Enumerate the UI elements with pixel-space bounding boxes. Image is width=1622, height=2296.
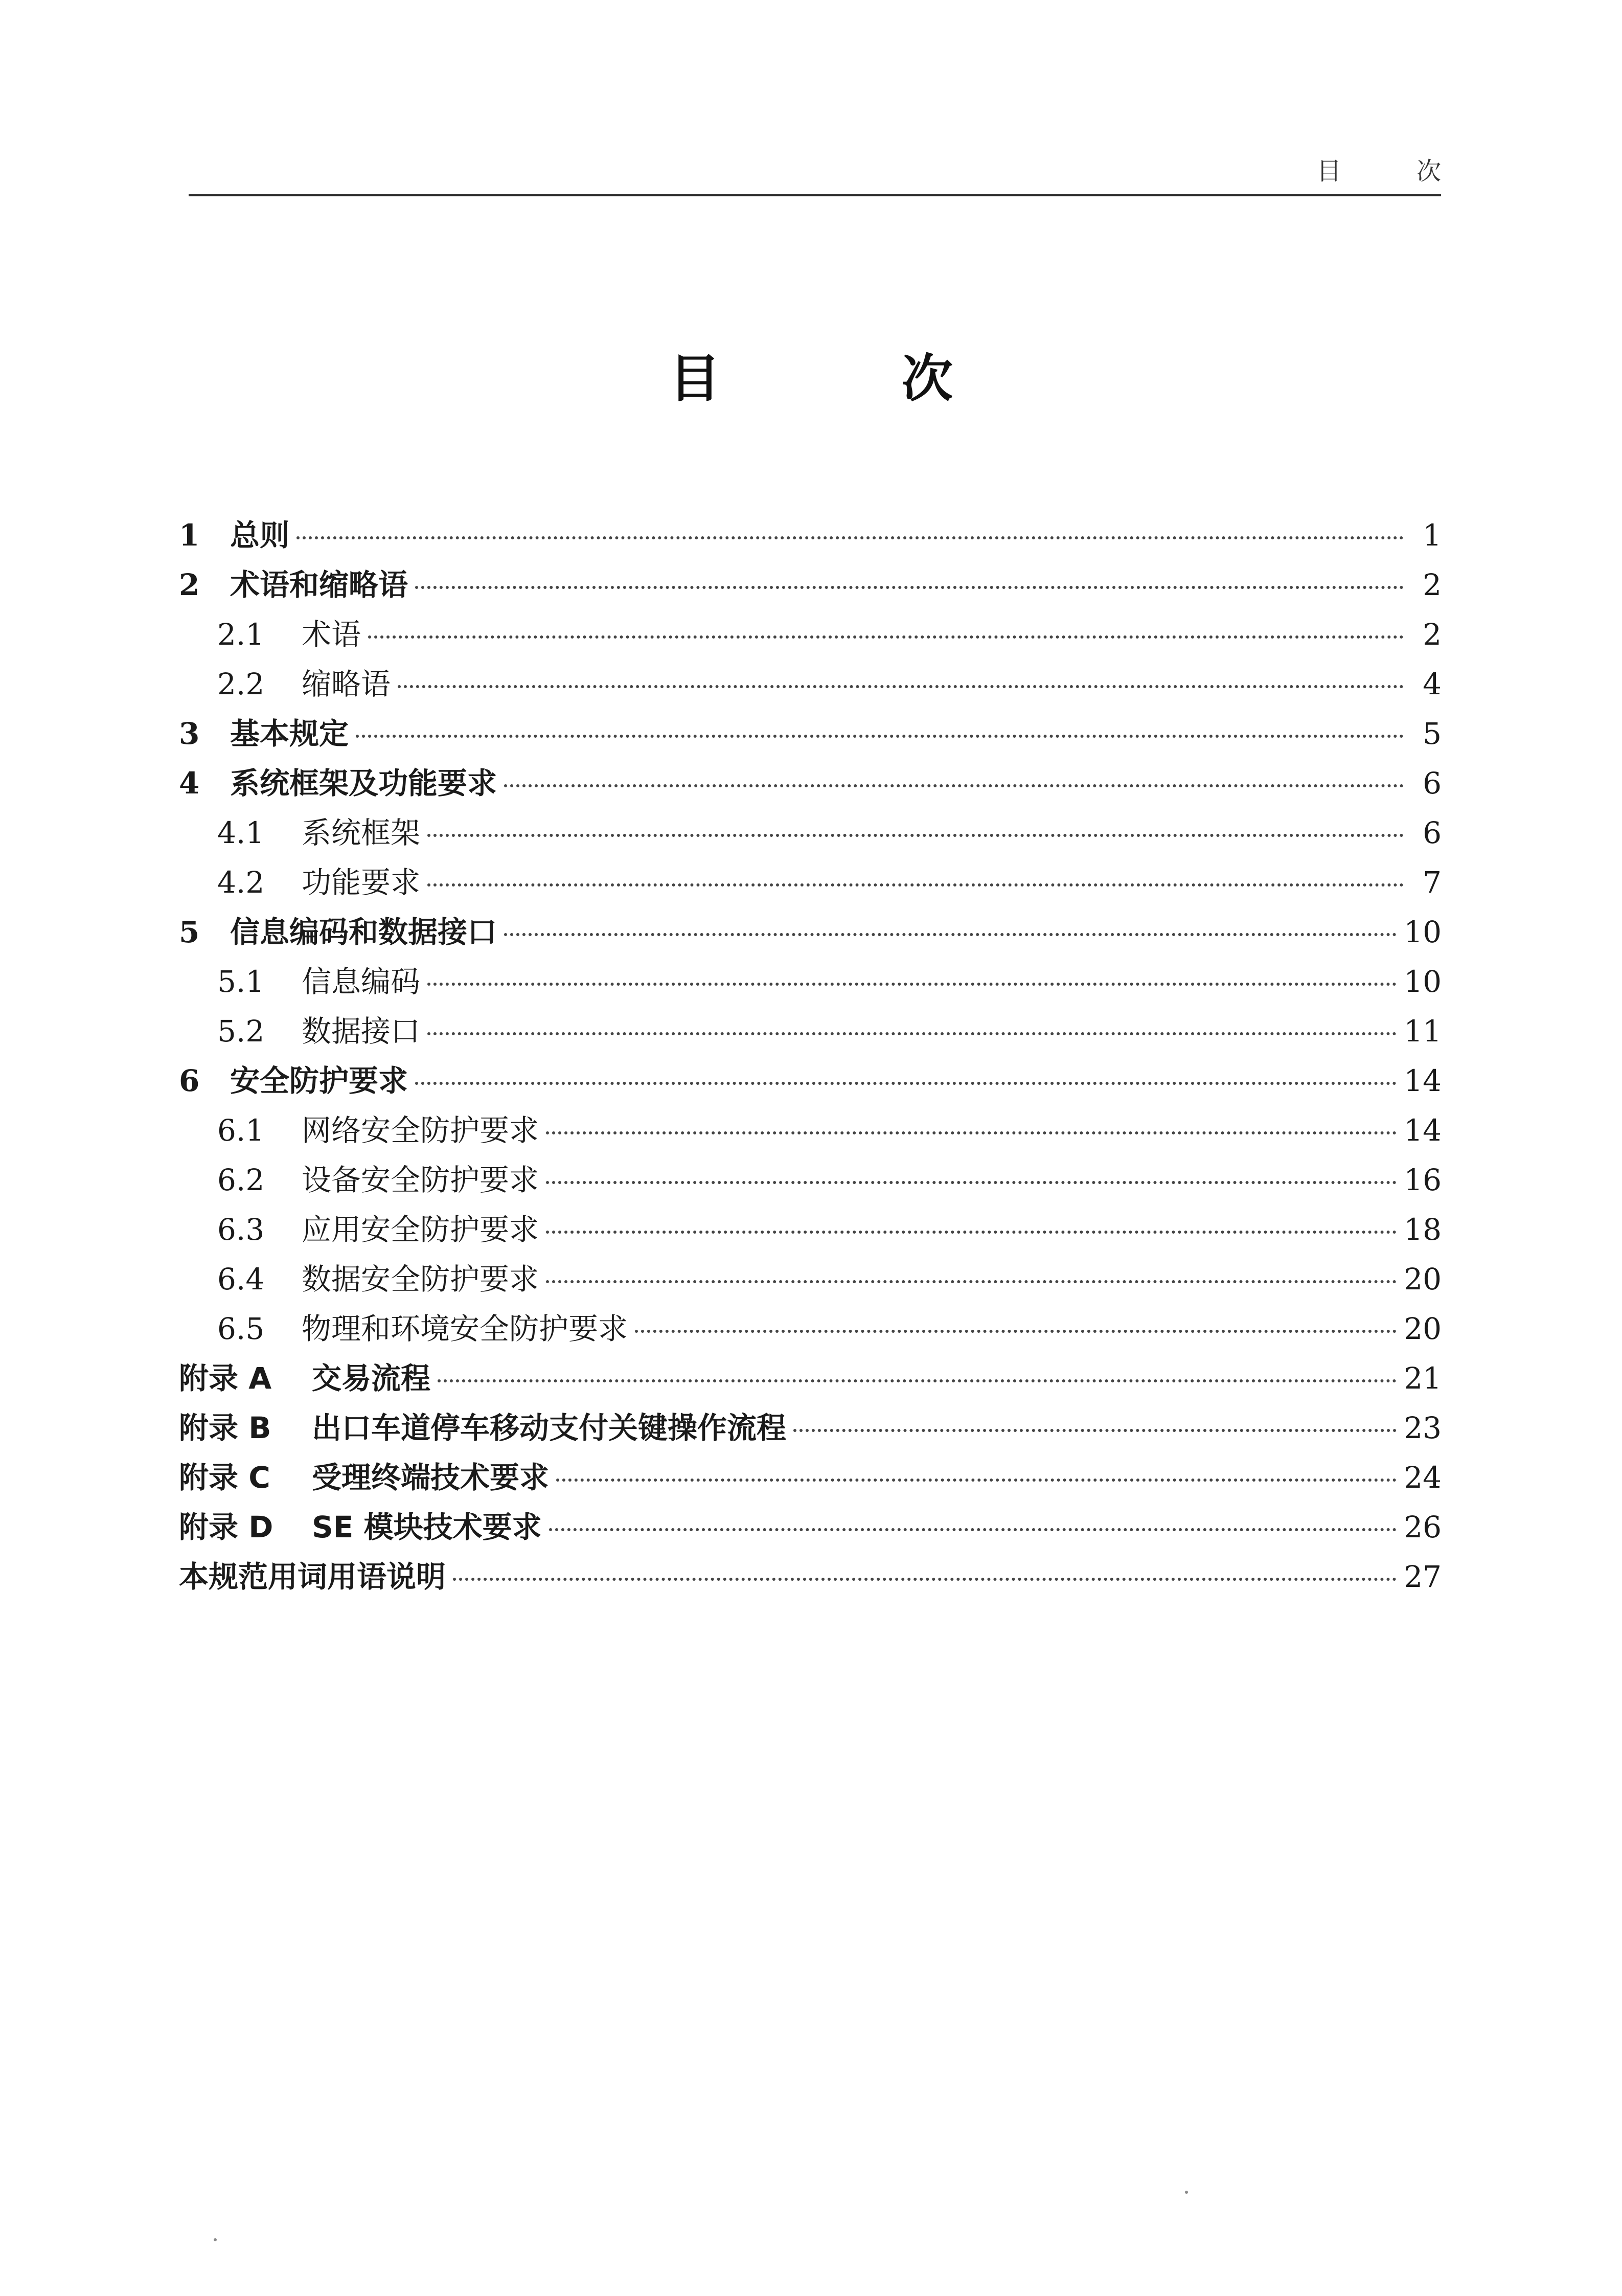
toc-entry-title: 缩略语 (302, 667, 391, 701)
toc-entry-title: 受理终端技术要求 (312, 1460, 550, 1495)
toc-entry[interactable] (179, 610, 1442, 660)
toc-entry-number: 5 (179, 915, 200, 949)
toc-entry-number: 6.1 (217, 1113, 265, 1148)
toc-entry-title: 安全防护要求 (230, 1063, 408, 1098)
toc-entry-title: 术语 (302, 617, 361, 652)
toc-dot-leader (546, 1181, 1397, 1184)
toc-entry[interactable] (179, 1503, 1442, 1553)
toc-dot-leader (546, 1131, 1397, 1134)
toc-entry-page-number: 26 (1404, 1510, 1442, 1544)
toc-entry-number: 附录 D (179, 1510, 273, 1544)
toc-entry-number: 附录 B (179, 1411, 271, 1445)
toc-entry-number: 4.1 (217, 815, 265, 850)
toc-entry-page-number: 5 (1423, 716, 1442, 751)
toc-entry[interactable] (179, 1206, 1442, 1255)
toc-dot-leader (438, 1379, 1397, 1382)
toc-entry-number: 6.2 (217, 1163, 265, 1197)
toc-entry[interactable] (179, 1106, 1442, 1156)
toc-dot-leader (635, 1330, 1397, 1333)
toc-entry[interactable] (179, 660, 1442, 710)
toc-entry-page-number: 6 (1423, 766, 1442, 801)
toc-dot-leader (356, 735, 1404, 738)
toc-entry-number: 4.2 (217, 865, 265, 900)
toc-entry[interactable] (179, 1404, 1442, 1453)
toc-entry[interactable] (179, 958, 1442, 1007)
toc-dot-leader (415, 586, 1404, 589)
toc-entry-title: 本规范用词用语说明 (179, 1559, 446, 1594)
toc-entry-title: 出口车道停车移动支付关键操作流程 (312, 1411, 787, 1445)
toc-entry-title: 总则 (230, 518, 290, 553)
toc-entry-number: 6 (179, 1063, 200, 1098)
toc-entry-page-number: 20 (1404, 1262, 1442, 1297)
toc-entry-page-number: 2 (1423, 567, 1442, 602)
toc-entry-title: 基本规定 (230, 716, 349, 751)
toc-entry[interactable] (179, 1057, 1442, 1106)
toc-dot-leader (453, 1578, 1397, 1581)
table-of-contents (179, 511, 1442, 1602)
toc-entry-title: 应用安全防护要求 (302, 1212, 539, 1247)
toc-entry-page-number: 4 (1423, 667, 1442, 701)
toc-dot-leader (398, 685, 1404, 688)
toc-dot-leader (793, 1429, 1397, 1432)
toc-entry-title: 设备安全防护要求 (302, 1163, 539, 1197)
toc-entry-title: 术语和缩略语 (230, 567, 408, 602)
toc-entry-page-number: 24 (1404, 1460, 1442, 1495)
toc-dot-leader (546, 1231, 1397, 1234)
toc-entry[interactable] (179, 1354, 1442, 1404)
toc-entry-title: 系统框架 (302, 815, 421, 850)
toc-entry-page-number: 2 (1423, 617, 1442, 652)
toc-entry-page-number: 10 (1404, 915, 1442, 949)
toc-entry[interactable] (179, 1453, 1442, 1503)
toc-entry-title: 交易流程 (312, 1361, 431, 1396)
toc-entry[interactable] (179, 1255, 1442, 1305)
toc-entry[interactable] (179, 710, 1442, 759)
toc-entry-page-number: 11 (1404, 1014, 1442, 1049)
toc-dot-leader (415, 1082, 1397, 1085)
running-header (189, 148, 1475, 196)
toc-entry[interactable] (179, 908, 1442, 958)
toc-entry-title: 系统框架及功能要求 (230, 766, 497, 801)
toc-entry-number: 附录 C (179, 1460, 270, 1495)
toc-dot-leader (556, 1479, 1397, 1482)
toc-dot-leader (427, 1032, 1397, 1035)
toc-dot-leader (427, 983, 1397, 986)
toc-dot-leader (368, 635, 1404, 639)
toc-entry-number: 2.1 (217, 617, 265, 652)
toc-entry-number: 1 (179, 518, 200, 553)
toc-entry-number: 4 (179, 766, 200, 801)
toc-entry-number: 附录 A (179, 1361, 272, 1396)
toc-entry-number: 6.4 (217, 1262, 265, 1297)
toc-entry-title: 网络安全防护要求 (302, 1113, 539, 1148)
toc-entry[interactable] (179, 1305, 1442, 1354)
toc-entry[interactable] (179, 1007, 1442, 1057)
toc-entry-page-number: 6 (1423, 815, 1442, 850)
toc-dot-leader (549, 1528, 1397, 1531)
toc-entry-number: 2 (179, 567, 200, 602)
toc-entry-number: 6.3 (217, 1212, 265, 1247)
toc-dot-leader (504, 933, 1397, 936)
toc-dot-leader (427, 834, 1404, 837)
toc-entry-page-number: 23 (1404, 1411, 1442, 1445)
toc-entry[interactable] (179, 858, 1442, 908)
toc-entry-number: 5.2 (217, 1014, 265, 1049)
toc-entry-title: 信息编码 (302, 964, 421, 999)
toc-dot-leader (504, 784, 1404, 787)
toc-entry[interactable] (179, 511, 1442, 561)
page-title: 目 次 (669, 349, 1035, 408)
toc-entry-page-number: 10 (1404, 964, 1442, 999)
toc-entry-number: 2.2 (217, 667, 265, 701)
toc-entry[interactable] (179, 809, 1442, 858)
toc-entry-title: 信息编码和数据接口 (230, 915, 497, 949)
toc-entry-number: 5.1 (217, 964, 265, 999)
toc-dot-leader (546, 1280, 1397, 1283)
toc-entry-page-number: 20 (1404, 1311, 1442, 1346)
toc-dot-leader (296, 536, 1404, 539)
toc-entry[interactable] (179, 1156, 1442, 1206)
toc-entry-page-number: 1 (1423, 518, 1442, 553)
toc-entry[interactable] (179, 1553, 1442, 1602)
toc-entry-page-number: 16 (1404, 1163, 1442, 1197)
toc-entry[interactable] (179, 561, 1442, 610)
toc-dot-leader (427, 883, 1404, 886)
scan-speck (1185, 2191, 1188, 2194)
scan-speck (214, 2238, 217, 2241)
toc-entry-page-number: 18 (1404, 1212, 1442, 1247)
toc-entry-page-number: 14 (1404, 1113, 1442, 1148)
toc-entry-page-number: 7 (1423, 865, 1442, 900)
toc-entry-title: 数据安全防护要求 (302, 1262, 539, 1297)
toc-entry-title: SE 模块技术要求 (312, 1510, 542, 1544)
toc-entry-title: 物理和环境安全防护要求 (302, 1311, 628, 1346)
toc-entry-number: 3 (179, 716, 200, 751)
toc-entry-page-number: 14 (1404, 1063, 1442, 1098)
toc-entry-page-number: 21 (1404, 1361, 1442, 1396)
toc-entry-title: 功能要求 (302, 865, 421, 900)
toc-entry-number: 6.5 (217, 1311, 265, 1346)
toc-entry-title: 数据接口 (302, 1014, 421, 1049)
running-header-title: 目 次 (1316, 157, 1475, 186)
toc-entry[interactable] (179, 759, 1442, 809)
toc-entry-page-number: 27 (1404, 1559, 1442, 1594)
